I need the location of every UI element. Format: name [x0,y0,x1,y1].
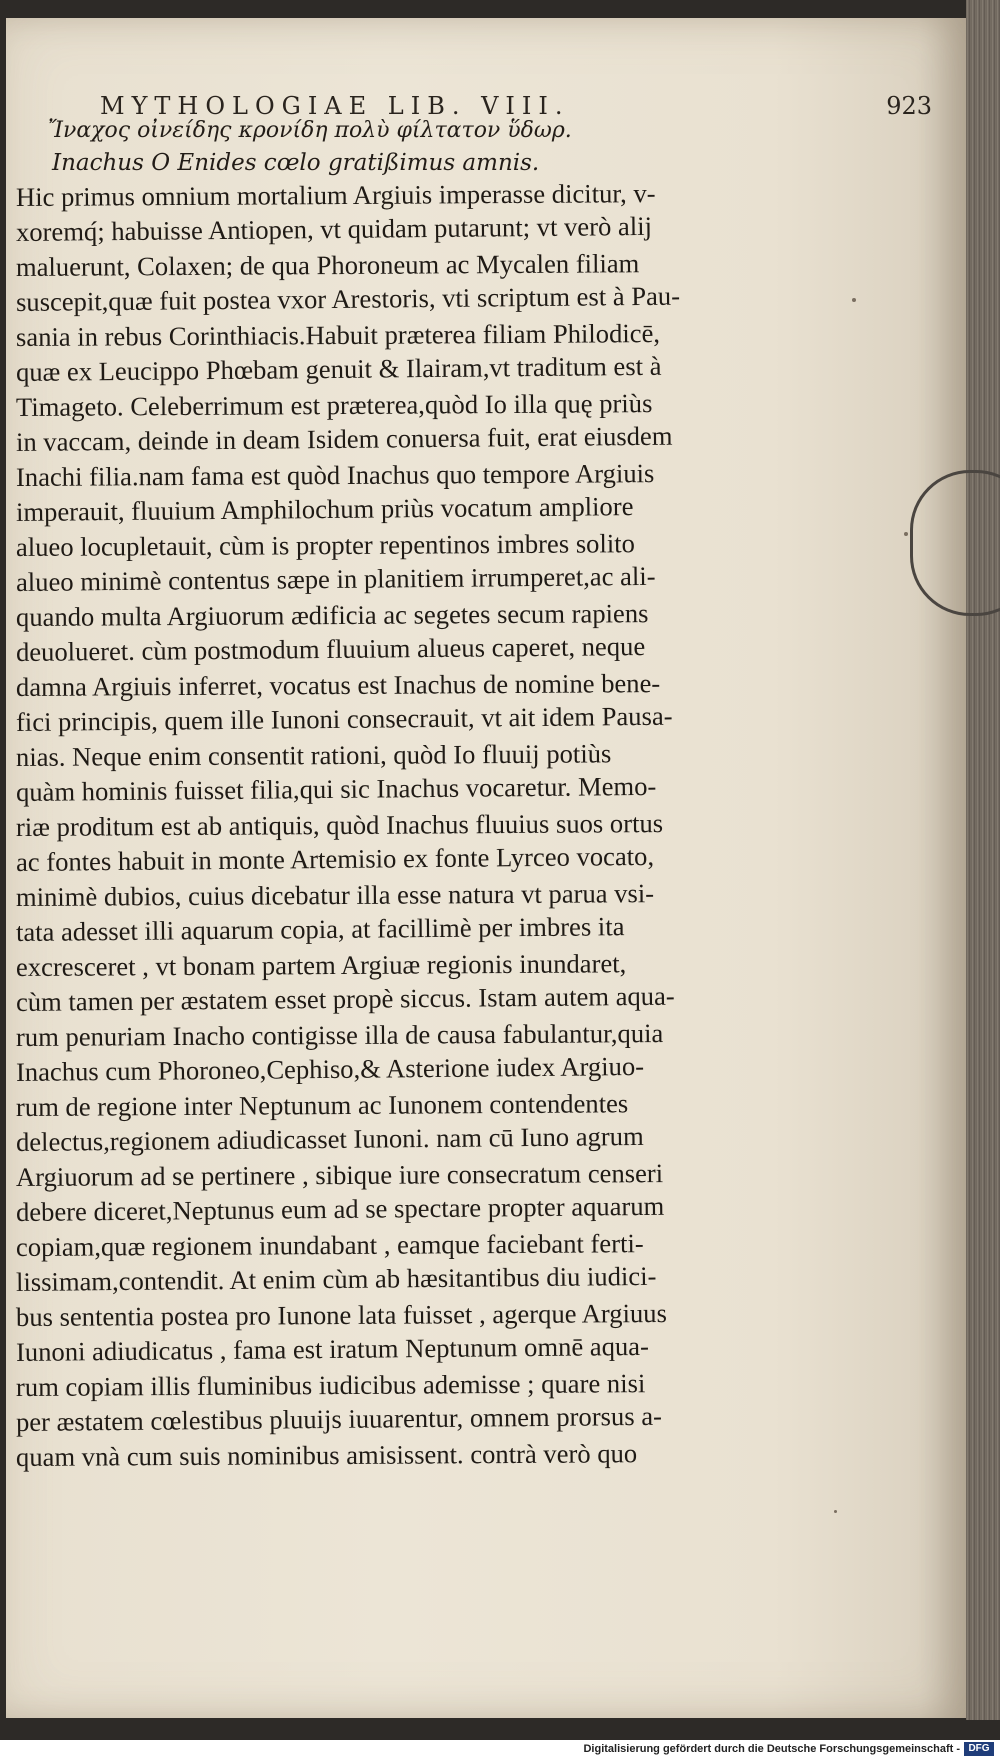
text-line: Iunoni adiudicatus , fama est iratum Neptunum omnē aqua- [15,1330,650,1367]
text-line: sania in rebus Corinthiacis.Habuit præterea filiam Philodicē, [15,318,661,352]
body-text-block [16,180,916,1475]
text-line: copiam,quæ regionem inundabant , eamque faciebant ferti- [15,1228,644,1262]
text-line: in vaccam, deinde in deam Isidem conuersa fuit, erat eiusdem [15,420,673,457]
text-line: deuolueret. cùm postmodum fluuium alueus caperet, neque [15,630,646,667]
book-clasp-strap [910,470,1000,616]
text-line: rum de regione inter Neptunum ac Iunonem contendentes [15,1088,629,1122]
text-line: Argiuorum ad se pertinere , sibique iure consecratum censeri [15,1158,664,1192]
text-line: quando multa Argiuorum ædificia ac segetes secum rapiens [15,598,649,632]
text-line: cùm tamen per æstatem esset propè siccus. Istam autem aqua- [15,980,675,1017]
text-line: rum copiam illis fluminibus iudicibus ademisse ; quare nisi [15,1368,646,1402]
text-line: Inachus cum Phoroneo,Cephiso,& Asterione iudex Argiuo- [15,1050,645,1087]
running-title: MYTHOLOGIAE LIB. VIII. [100,92,570,120]
text-line: delectus,regionem adiudicasset Iunoni. nam cū Iuno agrum [15,1120,644,1157]
book-fore-edge [966,0,1000,1720]
text-line: tata adesset illi aquarum copia, at facillimè per imbres ita [15,911,625,947]
text-line: nias. Neque enim consentit rationi, quòd Io fluuij potiùs [15,738,612,772]
text-line: per æstatem cœlestibus pluuijs iuuarentur, omnem prorsus a- [15,1400,663,1437]
paper-speck [904,532,908,536]
greek-epigraph: Ἴναχος οἰνείδης κρονίδη πολὺ φίλτατον ὕδωρ. [48,118,572,143]
paper-speck [852,298,856,302]
text-line: Timageto. Celeberrimum est præterea,quòd Io illa quę priùs [15,388,653,422]
text-line: fici principis, quem ille Iunoni consecrauit, vt ait idem Pausa- [15,700,673,737]
text-line: maluerunt, Colaxen; de qua Phoroneum ac Mycalen filiam [15,248,640,282]
folio-number: 923 [886,92,932,120]
text-line: Hic primus omnium mortalium Argiuis imperasse dicitur, v- [15,178,656,212]
text-line: quæ ex Leucippo Phœbam genuit & Ilairam,vt traditum est à [15,350,662,387]
text-line: quam vnà cum suis nominibus amisissent. contrà verò quo [15,1438,638,1472]
paper-speck [834,1510,837,1513]
text-line: minimè dubios, cuius dicebatur illa esse natura vt parua vsi- [15,878,655,912]
dfg-logo: DFG [964,1742,994,1756]
text-line: riæ proditum est ab antiquis, quòd Inachus fluuius suos ortus [15,808,664,842]
text-line: rum penuriam Inacho contigisse illa de causa fabulantur,quia [15,1018,664,1052]
text-line: ac fontes habuit in monte Artemisio ex fonte Lyrceo vocato, [15,840,655,877]
text-line: suscepit,quæ fuit postea vxor Arestoris, vti scriptum est à Pau- [15,280,681,317]
text-line: lissimam,contendit. At enim cùm ab hæsitantibus diu iudici- [15,1260,657,1297]
text-line: imperauit, fluuium Amphilochum priùs vocatum ampliore [15,491,634,527]
text-line: bus sententia postea pro Iunone lata fuisset , agerque Argiuus [15,1298,667,1332]
latin-epigraph: Inachus O Enides cœlo gratißimus amnis. [52,150,540,176]
text-line: debere diceret,Neptunus eum ad se spectare propter aquarum [15,1190,665,1227]
text-line: excresceret , vt bonam partem Argiuæ regionis inundaret, [15,948,627,982]
text-line: Inachi filia.nam fama est quòd Inachus quo tempore Argiuis [15,458,655,492]
text-line: xoremq́; habuisse Antiopen, vt quidam putarunt; vt verò alij [15,210,653,247]
text-line: quàm hominis fuisset filia,qui sic Inachus vocaretur. Memo- [15,770,657,807]
digitization-credit: Digitalisierung gefördert durch die Deutsche Forschungsgemeinschaft - [583,1743,960,1755]
text-line: alueo locupletauit, cùm is propter repentinos imbres solito [15,528,635,562]
text-line: alueo minimè contentus sæpe in planitiem irrumperet,ac ali- [15,560,656,597]
text-line: damna Argiuis inferret, vocatus est Inachus de nomine bene- [15,668,661,702]
